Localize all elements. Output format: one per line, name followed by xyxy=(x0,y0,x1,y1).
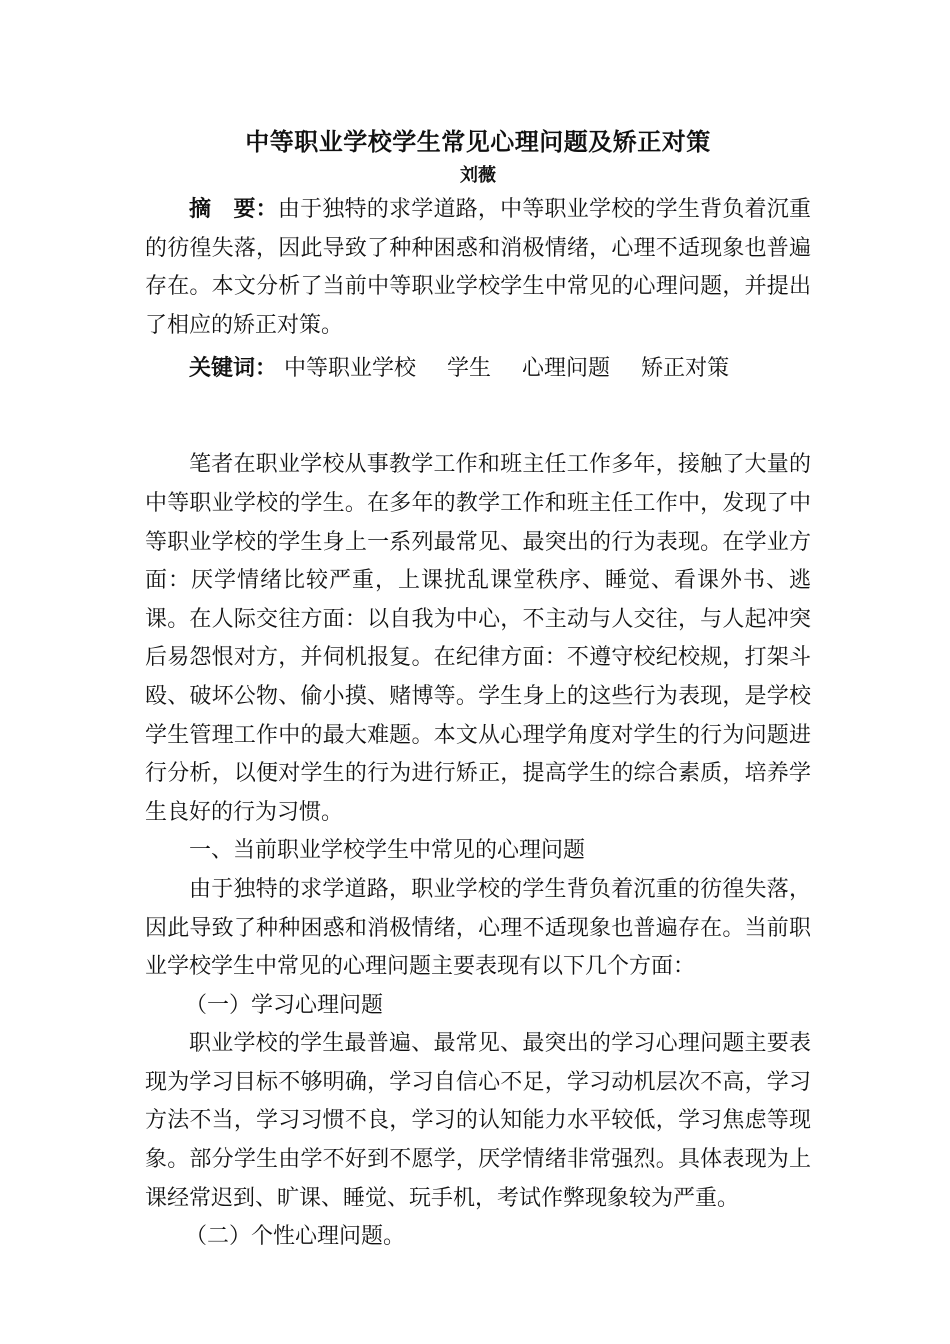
abstract-label: 摘 要： xyxy=(189,196,278,222)
blank-line xyxy=(145,388,811,446)
author-name: 刘薇 xyxy=(460,165,496,186)
keywords-line xyxy=(145,349,811,388)
keyword-item: 学生 xyxy=(447,356,492,382)
keyword-item: 矫正对策 xyxy=(641,356,730,382)
subsection-heading-1: （一）学习心理问题 xyxy=(185,992,384,1018)
subsection-1-paragraph: 职业学校的学生最普遍、最常见、最突出的学习心理问题主要表现为学习目标不够明确，学习自信心不足，学习动机层次不高，学习方法不当，学习习惯不良，学习的认知能力水平较低，学习焦虑等现象。部分学生由学不好到不愿学，厌学情绪非常强烈。具体表现为上课经常迟到、旷课、睡觉、玩手机，考试作弊现象较为严重。 xyxy=(145,1031,811,1211)
abstract-paragraph xyxy=(145,190,811,345)
keyword-item: 心理问题 xyxy=(522,356,611,382)
subsection-heading-2: （二）个性心理问题。 xyxy=(185,1224,406,1250)
intro-paragraph: 笔者在职业学校从事教学工作和班主任工作多年，接触了大量的中等职业学校的学生。在多年的教学工作和班主任工作中，发现了中等职业学校的学生身上一系列最常见、最突出的行为表现。在学业方面：厌学情绪比较严重，上课扰乱课堂秩序、睡觉、看课外书、逃课。在人际交往方面：以自我为中心，不主动与人交往，与人起冲突后易怨恨对方，并伺机报复。在纪律方面：不遵守校纪校规，打架斗殴、破坏公物、偷小摸、赌博等。学生身上的这些行为表现，是学校学生管理工作中的最大难题。本文从心理学角度对学生的行为问题进行分析，以便对学生的行为进行矫正，提高学生的综合素质，培养学生良好的行为习惯。 xyxy=(145,452,811,825)
document-page xyxy=(145,122,811,1257)
abstract-text: 由于独特的求学道路，中等职业学校的学生背负着沉重的彷徨失落，因此导致了种种困惑和消极情绪，心理不适现象也普遍存在。本文分析了当前中等职业学校学生中常见的心理问题，并提出了相应的矫正对策。 xyxy=(145,197,811,338)
document-title: 中等职业学校学生常见心理问题及矫正对策 xyxy=(245,127,711,156)
keywords-label: 关键词： xyxy=(189,355,278,382)
section-heading-1: 一、当前职业学校学生中常见的心理问题 xyxy=(189,838,586,864)
section-1-paragraph: 由于独特的求学道路，职业学校的学生背负着沉重的彷徨失落，因此导致了种种困惑和消极情绪，心理不适现象也普遍存在。当前职业学校学生中常见的心理问题主要表现有以下几个方面： xyxy=(145,876,811,980)
keyword-item: 中等职业学校 xyxy=(284,356,417,382)
